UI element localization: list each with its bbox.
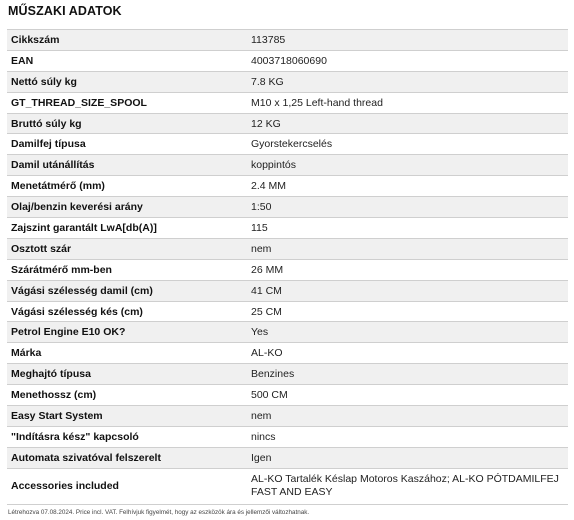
spec-label: Automata szivatóval felszerelt: [7, 447, 244, 468]
spec-value: 2.4 MM: [244, 176, 568, 197]
spec-value: 500 CM: [244, 385, 568, 406]
spec-label: GT_THREAD_SIZE_SPOOL: [7, 92, 244, 113]
table-row: [7, 218, 568, 239]
spec-value: 4003718060690: [244, 50, 568, 71]
spec-value: Igen: [244, 447, 568, 468]
spec-value: Benzines: [244, 364, 568, 385]
table-row: [7, 113, 568, 134]
spec-value: Gyorstekercselés: [244, 134, 568, 155]
footer-note: Létrehozva 07.08.2024. Price incl. VAT. Felhívjuk figyelmét, hogy az eszközök ára és jellemzői változhatnak.: [8, 509, 310, 516]
spec-label: Accessories included: [7, 468, 244, 504]
spec-label: Damilfej típusa: [7, 134, 244, 155]
spec-label: Vágási szélesség damil (cm): [7, 280, 244, 301]
table-row: [7, 406, 568, 427]
spec-value: Yes: [244, 322, 568, 343]
spec-value: koppintós: [244, 155, 568, 176]
spec-value: nincs: [244, 426, 568, 447]
page-title: MŰSZAKI ADATOK: [8, 4, 122, 18]
spec-value: nem: [244, 238, 568, 259]
spec-label: "Indításra kész" kapcsoló: [7, 426, 244, 447]
spec-label: Damil utánállítás: [7, 155, 244, 176]
spec-label: Szárátmérő mm-ben: [7, 259, 244, 280]
table-row: [7, 468, 568, 504]
spec-value: 41 CM: [244, 280, 568, 301]
spec-value: 115: [244, 218, 568, 239]
table-row: [7, 447, 568, 468]
spec-value: 25 CM: [244, 301, 568, 322]
spec-label: Márka: [7, 343, 244, 364]
spec-label: Menetátmérő (mm): [7, 176, 244, 197]
spec-value: AL-KO Tartalék Késlap Motoros Kaszához; AL-KO PÓTDAMILFEJ FAST AND EASY: [244, 468, 568, 504]
spec-value: M10 x 1,25 Left-hand thread: [244, 92, 568, 113]
table-row: [7, 134, 568, 155]
table-row: [7, 176, 568, 197]
spec-value: nem: [244, 406, 568, 427]
spec-label: Nettó súly kg: [7, 71, 244, 92]
table-row: [7, 197, 568, 218]
table-row: [7, 364, 568, 385]
spec-value: 26 MM: [244, 259, 568, 280]
spec-value: 1:50: [244, 197, 568, 218]
spec-label: Bruttó súly kg: [7, 113, 244, 134]
spec-table: [7, 29, 568, 505]
spec-label: Meghajtó típusa: [7, 364, 244, 385]
spec-label: Osztott szár: [7, 238, 244, 259]
spec-label: Easy Start System: [7, 406, 244, 427]
table-row: [7, 238, 568, 259]
spec-label: Olaj/benzin keverési arány: [7, 197, 244, 218]
spec-label: Petrol Engine E10 OK?: [7, 322, 244, 343]
table-row: [7, 259, 568, 280]
table-row: [7, 92, 568, 113]
spec-label: Menethossz (cm): [7, 385, 244, 406]
spec-label: Cikkszám: [7, 30, 244, 51]
table-row: [7, 322, 568, 343]
table-row: [7, 155, 568, 176]
table-row: [7, 385, 568, 406]
spec-value: 12 KG: [244, 113, 568, 134]
table-row: [7, 343, 568, 364]
spec-label: Zajszint garantált LwA[db(A)]: [7, 218, 244, 239]
spec-value: 7.8 KG: [244, 71, 568, 92]
table-row: [7, 30, 568, 51]
spec-value: 113785: [244, 30, 568, 51]
spec-label: EAN: [7, 50, 244, 71]
table-row: [7, 71, 568, 92]
table-row: [7, 280, 568, 301]
spec-value: AL-KO: [244, 343, 568, 364]
spec-label: Vágási szélesség kés (cm): [7, 301, 244, 322]
table-row: [7, 301, 568, 322]
table-row: [7, 426, 568, 447]
table-row: [7, 50, 568, 71]
